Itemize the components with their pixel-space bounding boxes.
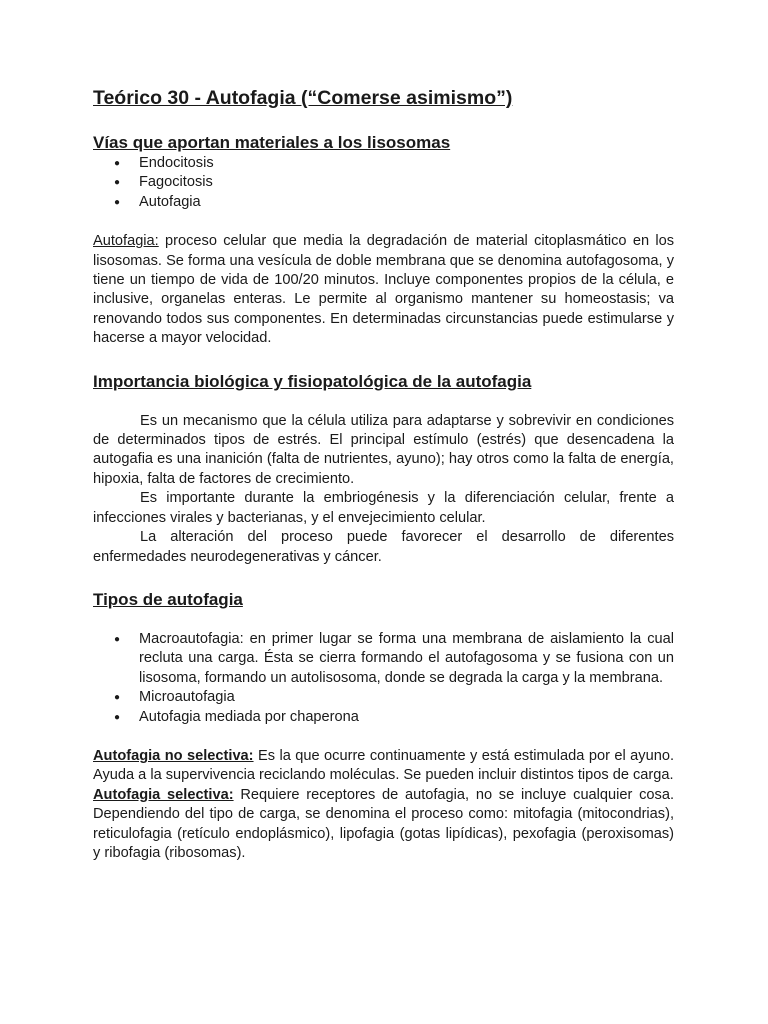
importancia-paragraph: La alteración del proceso puede favorecer el desarrollo de diferentes enfermedades neurodegenerativas y cáncer. bbox=[93, 529, 674, 565]
tipos-list bbox=[93, 630, 674, 727]
section-heading-vias: Vías que aportan materiales a los lisosomas bbox=[93, 133, 451, 152]
list-item: ● Endocitosis bbox=[139, 154, 674, 173]
importancia-paragraph: Es importante durante la embriogénesis y la diferenciación celular, frente a infecciones virales y bacterianas, y el envejecimiento celular. bbox=[93, 490, 674, 526]
nonselective-term: Autofagia no selectiva: bbox=[93, 747, 254, 764]
list-item: ● Macroautofagia: en primer lugar se forma una membrana de aislamiento la cual recluta una carga. Ésta se cierra formando el autofagosoma y se fusiona con un lisosoma, formando un autolisosoma, donde se degrada la carga y la membrana. bbox=[139, 630, 674, 688]
nonselective-text: Es la que ocurre continuamente y está estimulada por el ayuno. Ayuda a la supervivencia reciclando moléculas. Se pueden incluir distintos tipos de carga. bbox=[93, 747, 674, 784]
list-item: ● Autofagia bbox=[139, 193, 674, 212]
list-item: ● Microautofagia bbox=[139, 688, 674, 707]
list-item: ● Fagocitosis bbox=[139, 173, 674, 192]
definition-term: Autofagia: bbox=[93, 233, 159, 250]
section-heading-importancia: Importancia biológica y fisiopatológica de la autofagia bbox=[93, 371, 532, 391]
section-heading-tipos: Tipos de autofagia bbox=[93, 589, 243, 609]
importancia-paragraph: Es un mecanismo que la célula utiliza para adaptarse y sobrevivir en condiciones de determinados tipos de estrés. El principal estímulo (estrés) que desencadena la autogafia es una inanición (falta de nutrientes, ayuno); hay otros como la falta de energía, hipoxia, falta de factores de crecimiento. bbox=[93, 412, 674, 487]
vias-list bbox=[93, 154, 674, 212]
page-title: Teórico 30 - Autofagia (“Comerse asimismo”) bbox=[93, 87, 513, 109]
definition-paragraph bbox=[93, 232, 674, 348]
selective-paragraph bbox=[93, 786, 674, 864]
nonselective-paragraph bbox=[93, 747, 674, 786]
selective-term: Autofagia selectiva: bbox=[93, 786, 234, 803]
list-item: ● Autofagia mediada por chaperona bbox=[139, 708, 674, 727]
selective-text: Requiere receptores de autofagia, no se incluye cualquier cosa. Dependiendo del tipo de carga, se denomina el proceso como: mitofagia (mitocondrias), reticulofagia (retículo endoplásmico), lipofagia (gotas lipídicas), pexofagia (peroxisomas) y ribofagia (ribosomas). bbox=[93, 786, 675, 861]
definition-text: proceso celular que media la degradación de material citoplasmático en los lisosomas. Se forma una vesícula de doble membrana que se denomina autofagosoma, y tiene un tiempo de vida de 100/20 minutos. Incluye componentes propios de la célula, e inclusive, organelas enteras. Le permite al organismo mantener su homeostasis; va renovando todos sus componentes. En determinadas circunstancias puede estimularse y hacerse a mayor velocidad. bbox=[93, 233, 674, 347]
